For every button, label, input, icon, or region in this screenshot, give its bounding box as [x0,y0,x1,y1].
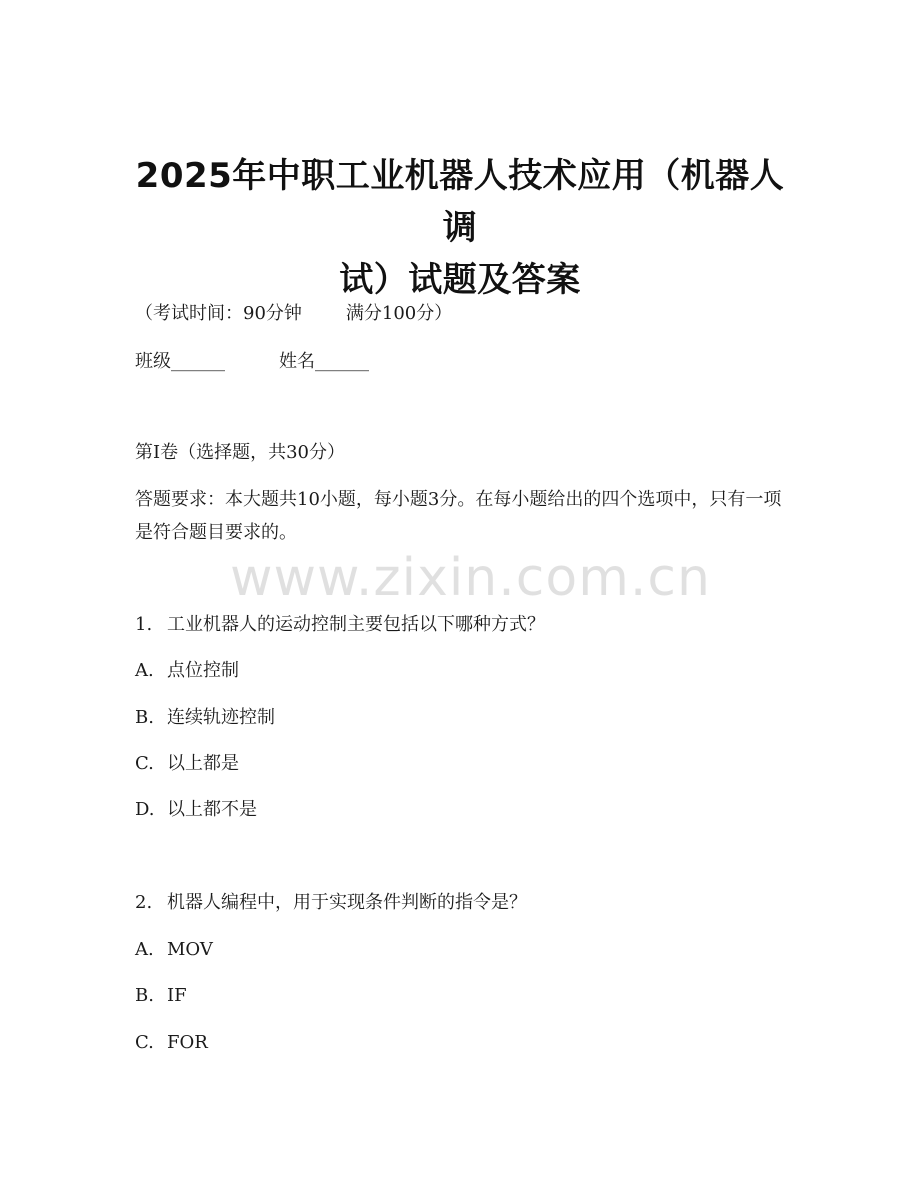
option-letter: B. [135,985,154,1006]
question-1-option-a [135,659,239,683]
option-text: 点位控制 [167,660,239,681]
student-info [135,350,369,374]
question-number: 2. [135,892,153,913]
question-text: 机器人编程中，用于实现条件判断的指令是？ [167,892,527,913]
question-text: 工业机器人的运动控制主要包括以下哪种方式？ [167,614,545,635]
option-text: 以上都不是 [167,799,257,820]
exam-time: （考试时间：90分钟 [135,303,302,324]
title-line-1: 2025年中职工业机器人技术应用（机器人调 [135,156,785,248]
question-number: 1. [135,614,153,635]
option-letter: A. [135,660,154,681]
option-letter: D. [135,799,155,820]
option-letter: C. [135,753,154,774]
exam-full-score: 满分100分） [345,303,453,324]
question-2 [135,891,527,915]
document-title [120,150,800,306]
title-line-2: 试）试题及答案 [339,260,581,300]
name-field: 姓名______ [279,351,369,372]
question-1-option-b [135,706,275,730]
question-1 [135,613,545,637]
option-text: FOR [167,1032,208,1053]
question-1-option-c [135,752,239,776]
instructions: 答题要求：本大题共10小题，每小题3分。在每小题给出的四个选项中，只有一项是符合题目要求的。 [135,489,782,543]
exam-info [135,302,452,326]
watermark: www.zixin.com.cn [230,548,711,608]
question-2-option-b [135,984,187,1008]
class-field: 班级______ [135,351,225,372]
option-letter: B. [135,707,154,728]
option-text: 以上都是 [167,753,239,774]
question-2-option-a [135,938,213,962]
question-2-option-c [135,1031,208,1055]
option-letter: C. [135,1032,154,1053]
option-text: 连续轨迹控制 [167,707,275,728]
question-1-option-d [135,798,257,822]
option-text: IF [167,985,187,1006]
section-title: 第I卷（选择题，共30分） [135,442,346,463]
option-letter: A. [135,939,154,960]
option-text: MOV [167,939,213,960]
